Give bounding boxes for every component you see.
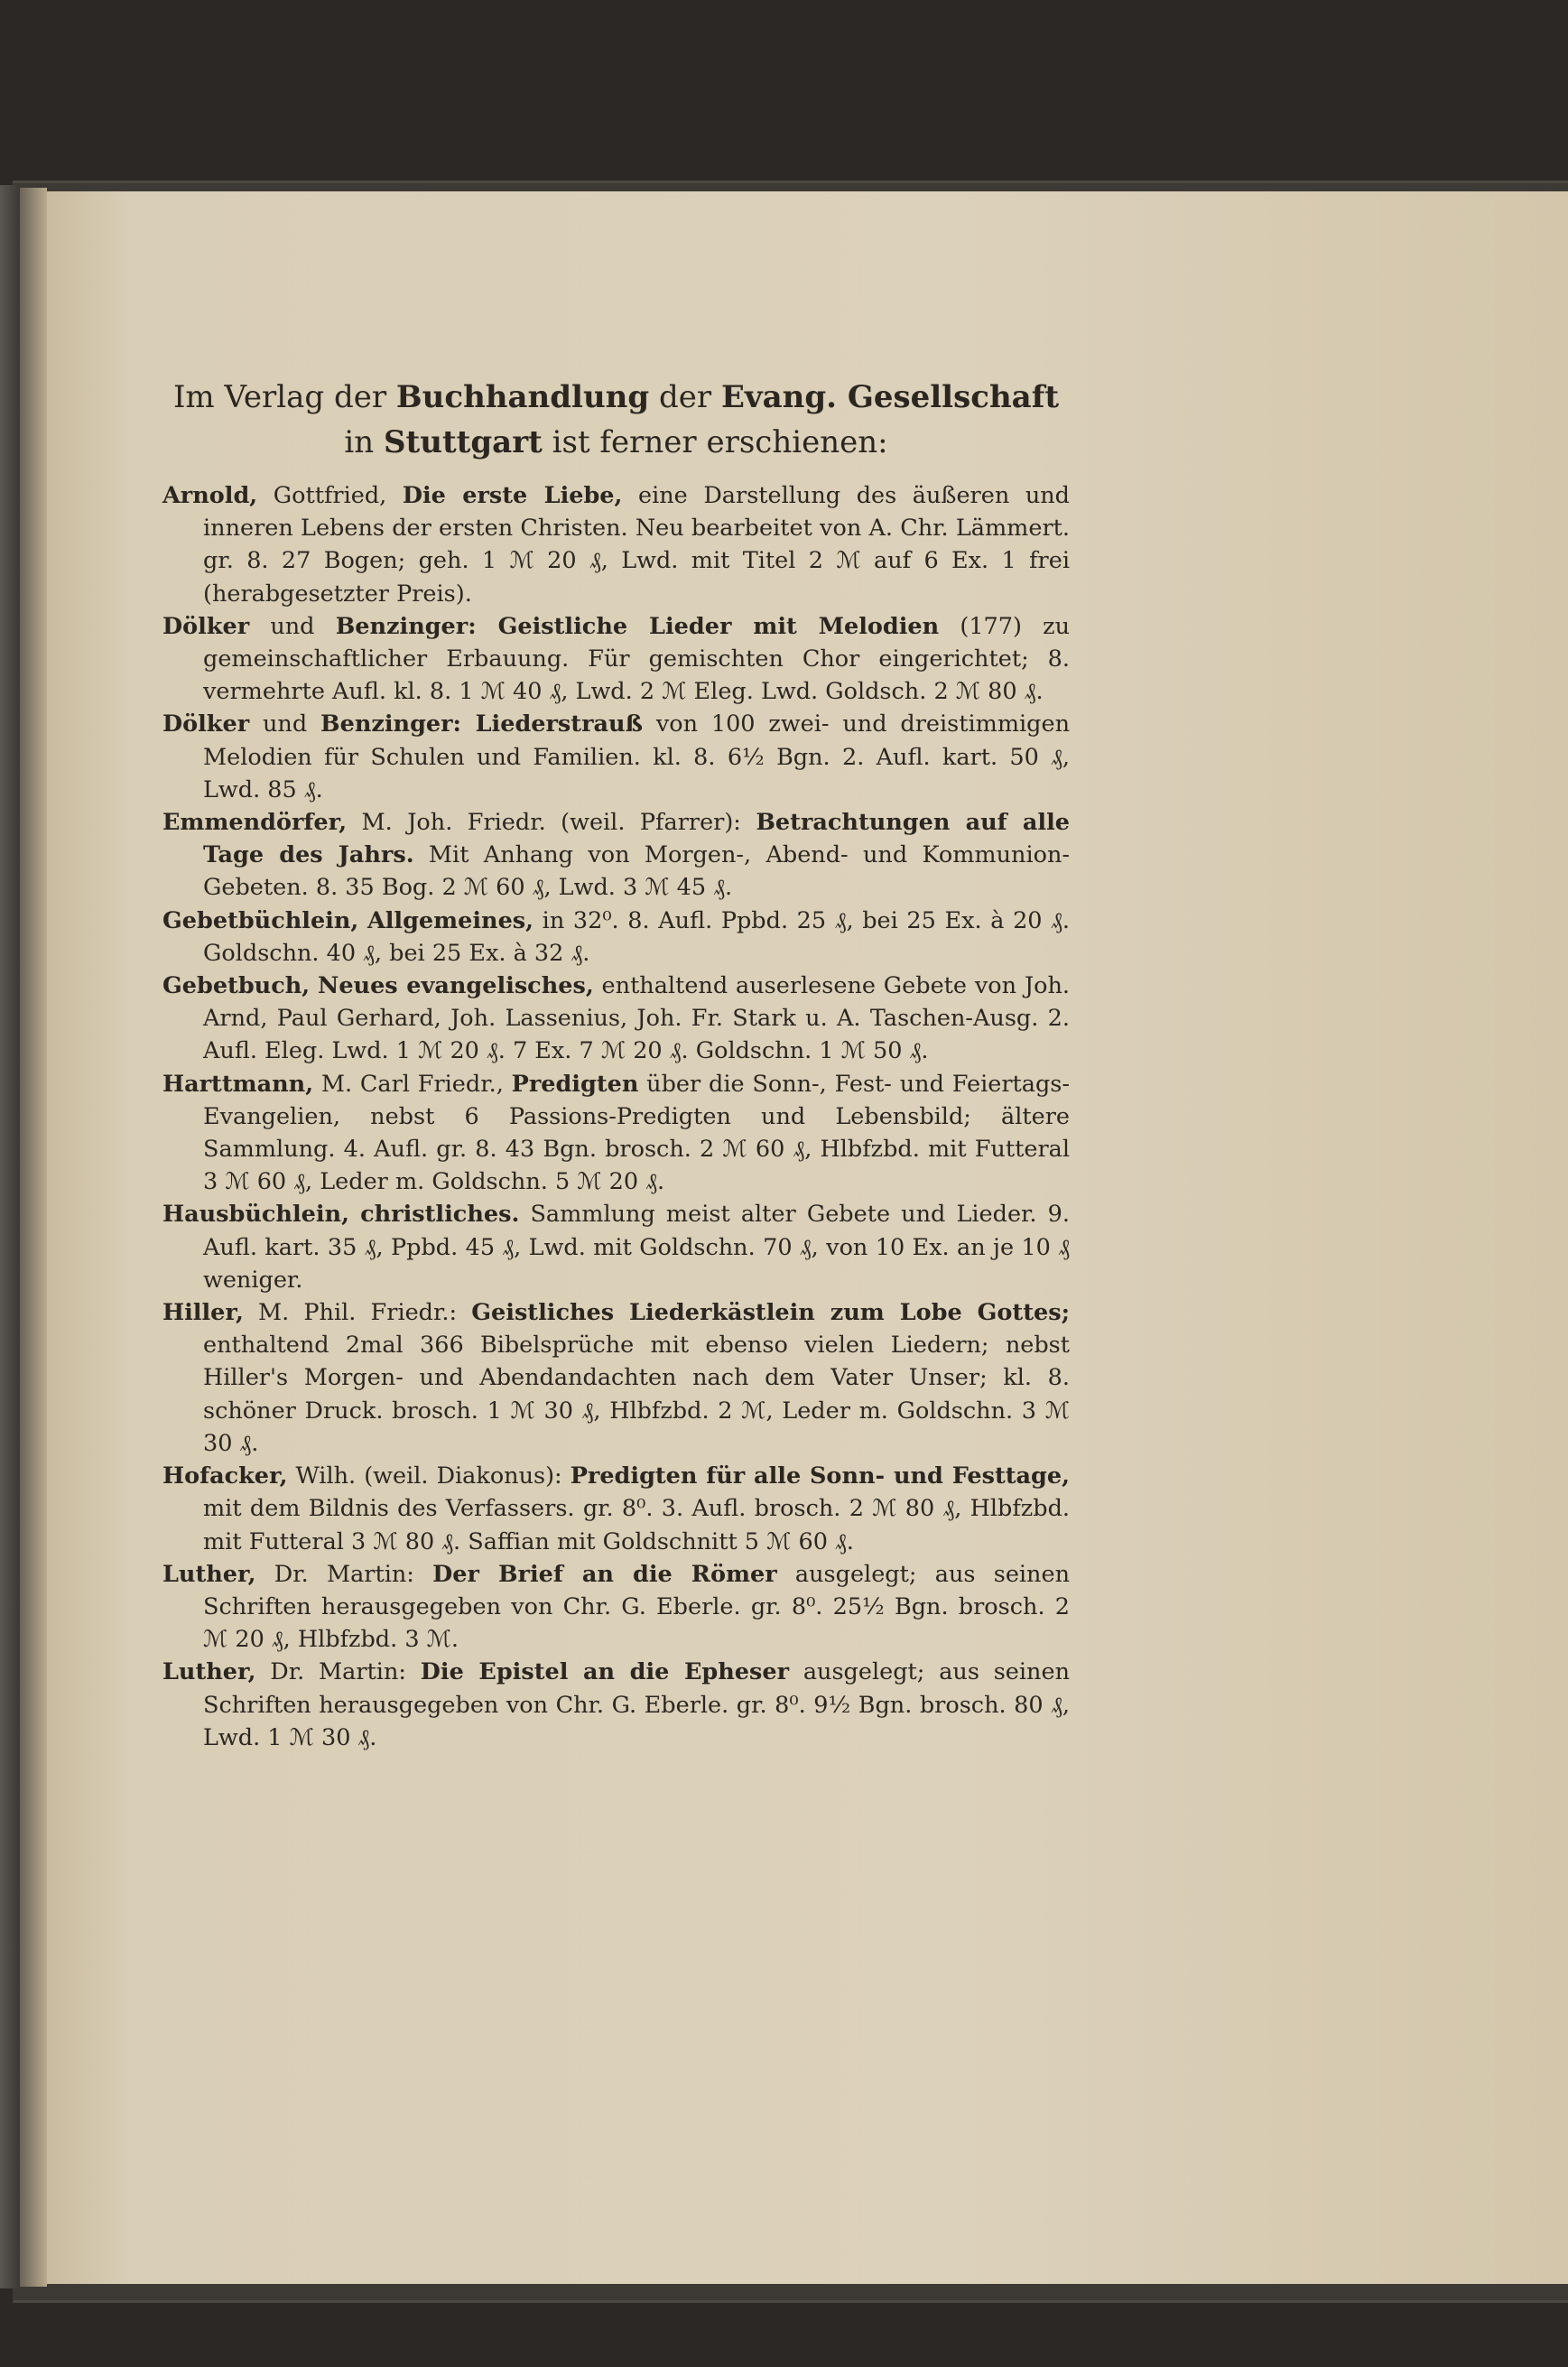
entry-text-a: und bbox=[249, 612, 336, 640]
entry-author: Dölker bbox=[162, 612, 250, 640]
entry-text-b: enthaltend auserlesene Gebete von Joh. Arnd, Paul Gerhard, Joh. Lassenius, Joh. Fr. Stark u. A. Taschen-Ausg. 2. Aufl. Eleg. Lwd. 1 ℳ 20 ₰. 7 Ex. 7 ℳ 20 ₰. Goldschn. 1 ℳ 50 ₰. bbox=[203, 972, 1070, 1065]
entry-work: Benzinger: Geistliche Lieder mit Melodien bbox=[335, 612, 940, 640]
entry-work: Die erste Liebe, bbox=[402, 482, 623, 509]
entry-text-a bbox=[358, 907, 367, 934]
entry-text-b: ausgelegt; aus seinen Schriften herausgegeben von Chr. G. Eberle. gr. 8⁰. 25½ Bgn. brosch. 2 ℳ 20 ₰, Hlbfzbd. 3 ℳ. bbox=[203, 1560, 1070, 1654]
publisher-heading-line1 bbox=[162, 375, 1070, 420]
catalog-entry bbox=[162, 806, 1070, 905]
entry-author: Arnold, bbox=[162, 482, 258, 509]
entry-text-b: eine Darstellung des äußeren und inneren Lebens der ersten Christen. Neu bearbeitet von A. Chr. Lämmert. gr. 8. 27 Bogen; geh. 1 ℳ 20 ₰, Lwd. mit Titel 2 ℳ auf 6 Ex. 1 frei (herabgesetzter Preis). bbox=[203, 482, 1070, 608]
heading-bookshop: Buchhandlung bbox=[395, 379, 650, 415]
entry-author: Harttmann, bbox=[162, 1070, 314, 1098]
entry-work: Allgemeines, bbox=[366, 906, 534, 934]
heading-in: in bbox=[344, 424, 375, 460]
entry-work: Betrachtungen auf alle Tage des Jahrs. bbox=[203, 809, 1070, 869]
heading-suffix: ist ferner erschienen: bbox=[552, 424, 888, 460]
entry-author: Hausbüchlein, bbox=[162, 1201, 349, 1229]
catalog-entry bbox=[162, 479, 1070, 610]
entry-work: Geistliches Liederkästlein zum Lobe Gottes; bbox=[471, 1299, 1070, 1327]
heading-society: Evang. Gesellschaft bbox=[720, 379, 1060, 415]
entry-author: Luther, bbox=[162, 1658, 256, 1686]
catalog-entry bbox=[162, 970, 1070, 1068]
entry-author: Gebetbüchlein, bbox=[162, 906, 359, 934]
entry-author: Dölker bbox=[162, 710, 250, 738]
entry-text-b: Mit Anhang von Morgen-, Abend- und Kommunion-Gebeten. 8. 35 Bog. 2 ℳ 60 ₰, Lwd. 3 ℳ 45 ₰. bbox=[203, 841, 1070, 902]
entry-text-b: über die Sonn-, Fest- und Feiertags-Evangelien, nebst 6 Passions-Predigten und Lebensbild; ältere Sammlung. 4. Aufl. gr. 8. 43 Bgn. brosch. 2 ℳ 60 ₰, Hlbfzbd. mit Futteral 3 ℳ 60 ₰, Leder m. Goldschn. 5 ℳ 20 ₰. bbox=[203, 1070, 1071, 1196]
catalog-entry bbox=[162, 1068, 1070, 1199]
entry-text-a: Gottfried, bbox=[257, 482, 403, 509]
entry-author: Gebetbuch, bbox=[162, 972, 311, 1000]
publisher-heading-line2 bbox=[162, 420, 1070, 465]
entry-work: Neues evangelisches, bbox=[318, 972, 594, 1000]
entry-text-b: Sammlung meist alter Gebete und Lieder. 9. Aufl. kart. 35 ₰, Ppbd. 45 ₰, Lwd. mit Goldschn. 70 ₰, von 10 Ex. an je 10 ₰ weniger. bbox=[203, 1201, 1070, 1294]
entry-work: Die Epistel an die Epheser bbox=[420, 1658, 790, 1686]
entry-text-a bbox=[310, 972, 318, 999]
entry-text-a bbox=[349, 1201, 360, 1228]
catalog-entry bbox=[162, 708, 1070, 806]
catalog-entry bbox=[162, 1198, 1070, 1296]
entry-work: Predigten für alle Sonn- und Festtage, bbox=[570, 1462, 1070, 1490]
entry-work: christliches. bbox=[360, 1201, 520, 1229]
page-content bbox=[162, 375, 1070, 1754]
entry-text-a: Dr. Martin: bbox=[255, 1560, 433, 1588]
entry-text-b: (177) zu gemeinschaftlicher Erbauung. Für gemischten Chor eingerichtet; 8. vermehrte Aufl. kl. 8. 1 ℳ 40 ₰, Lwd. 2 ℳ Eleg. Lwd. Goldsch. 2 ℳ 80 ₰. bbox=[203, 612, 1070, 706]
entry-text-b: von 100 zwei- und dreistimmigen Melodien für Schulen und Familien. kl. 8. 6½ Bgn. 2. Aufl. kart. 50 ₰, Lwd. 85 ₰. bbox=[203, 710, 1071, 803]
catalog-entry bbox=[162, 1296, 1070, 1460]
entry-author: Luther, bbox=[162, 1560, 256, 1588]
heading-prefix: Im Verlag der bbox=[172, 379, 387, 415]
catalog-entry bbox=[162, 1558, 1070, 1657]
entry-work: Der Brief an die Römer bbox=[432, 1560, 777, 1588]
entry-text-a: und bbox=[249, 710, 321, 738]
entry-author: Hofacker, bbox=[162, 1462, 288, 1490]
entry-text-a: M. Carl Friedr., bbox=[313, 1070, 512, 1098]
entry-work: Predigten bbox=[511, 1070, 639, 1098]
entry-text-b: ausgelegt; aus seinen Schriften herausgegeben von Chr. G. Eberle. gr. 8⁰. 9½ Bgn. brosch. 80 ₰, Lwd. 1 ℳ 30 ₰. bbox=[203, 1658, 1070, 1751]
entry-author: Emmendörfer, bbox=[162, 809, 348, 837]
entry-text-b: enthaltend 2mal 366 Bibelsprüche mit ebenso vielen Liedern; nebst Hiller's Morgen- und Abendandachten nach dem Vater Unser; kl. 8. schöner Druck. brosch. 1 ℳ 30 ₰, Hlbfzbd. 2 ℳ, Leder m. Goldschn. 3 ℳ 30 ₰. bbox=[203, 1332, 1070, 1457]
entry-text-a: M. Phil. Friedr.: bbox=[243, 1299, 472, 1327]
book-edge bbox=[0, 185, 20, 2288]
entry-work: Benzinger: Liederstrauß bbox=[320, 710, 643, 738]
catalog-entry bbox=[162, 1656, 1070, 1754]
entry-text-b: in 32⁰. 8. Aufl. Ppbd. 25 ₰, bei 25 Ex. à 20 ₰. Goldschn. 40 ₰, bei 25 Ex. à 32 ₰. bbox=[203, 906, 1070, 967]
heading-mid: der bbox=[659, 379, 712, 415]
catalog-entry bbox=[162, 610, 1070, 709]
catalog-entry bbox=[162, 905, 1070, 970]
entry-text-a: M. Joh. Friedr. (weil. Pfarrer): bbox=[347, 809, 756, 837]
heading-city: Stuttgart bbox=[384, 424, 543, 460]
entry-author: Hiller, bbox=[162, 1299, 244, 1327]
entry-text-a: Dr. Martin: bbox=[255, 1658, 421, 1686]
entry-text-b: mit dem Bildnis des Verfassers. gr. 8⁰. 3. Aufl. brosch. 2 ℳ 80 ₰, Hlbfzbd. mit Futteral 3 ℳ 80 ₰. Saffian mit Goldschnitt 5 ℳ 60 ₰. bbox=[203, 1495, 1070, 1555]
entry-text-a: Wilh. (weil. Diakonus): bbox=[287, 1462, 571, 1490]
catalog-entry bbox=[162, 1460, 1070, 1558]
gutter-shadow bbox=[20, 188, 47, 2287]
